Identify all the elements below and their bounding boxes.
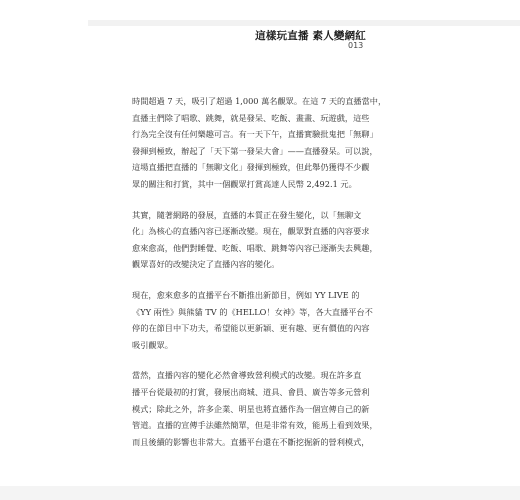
text-line: 化」為核心的直播內容已逐漸改變。現在，觀眾對直播的內容要求 xyxy=(132,226,370,237)
text-line: 現在，愈來愈多的直播平台不斷推出新節目，例如 YY LIVE 的 xyxy=(132,289,360,300)
page-number: 013 xyxy=(348,41,364,50)
footer-bar xyxy=(0,486,520,500)
text-line: 停的在節目中下功夫，希望能以更新穎、更有趣、更有價值的內容 xyxy=(132,323,370,334)
text-line: 當然，直播內容的變化必然會導致營利模式的改變。現在許多直 xyxy=(132,370,362,381)
text-line: 眾的關注和打賞，其中一個觀眾打賞高達人民幣 2,492.1 元。 xyxy=(132,178,357,189)
running-header-title: 這樣玩直播 素人變網紅 xyxy=(255,30,366,42)
text-line: 愈來愈高，他們對睡覺、吃飯、唱歌、跳舞等內容已逐漸失去興趣， xyxy=(132,242,378,253)
text-line: 管道。直播的宣傳手法雖然簡單，但是非常有效，能馬上看到效果， xyxy=(132,420,378,431)
text-line: 時間超過 7 天，吸引了超過 1,000 萬名觀眾。在這 7 天的直播當中， xyxy=(132,96,387,106)
paragraph xyxy=(132,207,392,273)
text-line: 發揮到極致，辦起了「天下第一發呆大會」——直播發呆。可以說， xyxy=(132,145,378,156)
text-line: 觀眾喜好的改變決定了直播內容的變化。 xyxy=(132,259,280,270)
paragraph xyxy=(132,367,392,450)
text-line: 這場直播把直播的「無聊文化」發揮到極致，但此舉仍獲得不少觀 xyxy=(132,162,370,173)
header-bar xyxy=(88,20,520,26)
text-line: 行為完全沒有任何樂趣可言。有一天下午，直播實驗批鬼把「無聊」 xyxy=(132,129,378,140)
body-text xyxy=(132,93,392,464)
text-line: 播平台從最初的打賞，發展出商城、道具、會員、廣告等多元營利 xyxy=(132,386,370,397)
text-line: 直播主們除了唱歌、跳舞，就是發呆、吃飯、畫畫、玩遊戲，這些 xyxy=(132,112,370,123)
text-line: 而且後續的影響也非常大。直播平台還在不斷挖掘新的營利模式， xyxy=(132,436,370,447)
text-line: 吸引觀眾。 xyxy=(132,339,173,350)
text-line: 其實，隨著網路的發展，直播的本質正在發生變化，以「無聊文 xyxy=(132,209,362,220)
text-line: 模式；除此之外，許多企業、明星也將直播作為一個宣傳自己的新 xyxy=(132,403,370,414)
paragraph xyxy=(132,287,392,353)
paragraph xyxy=(132,93,392,193)
text-line: 《YY 兩性》與熊貓 TV 的《HELLO！女神》等，各大直播平台不 xyxy=(132,306,373,317)
